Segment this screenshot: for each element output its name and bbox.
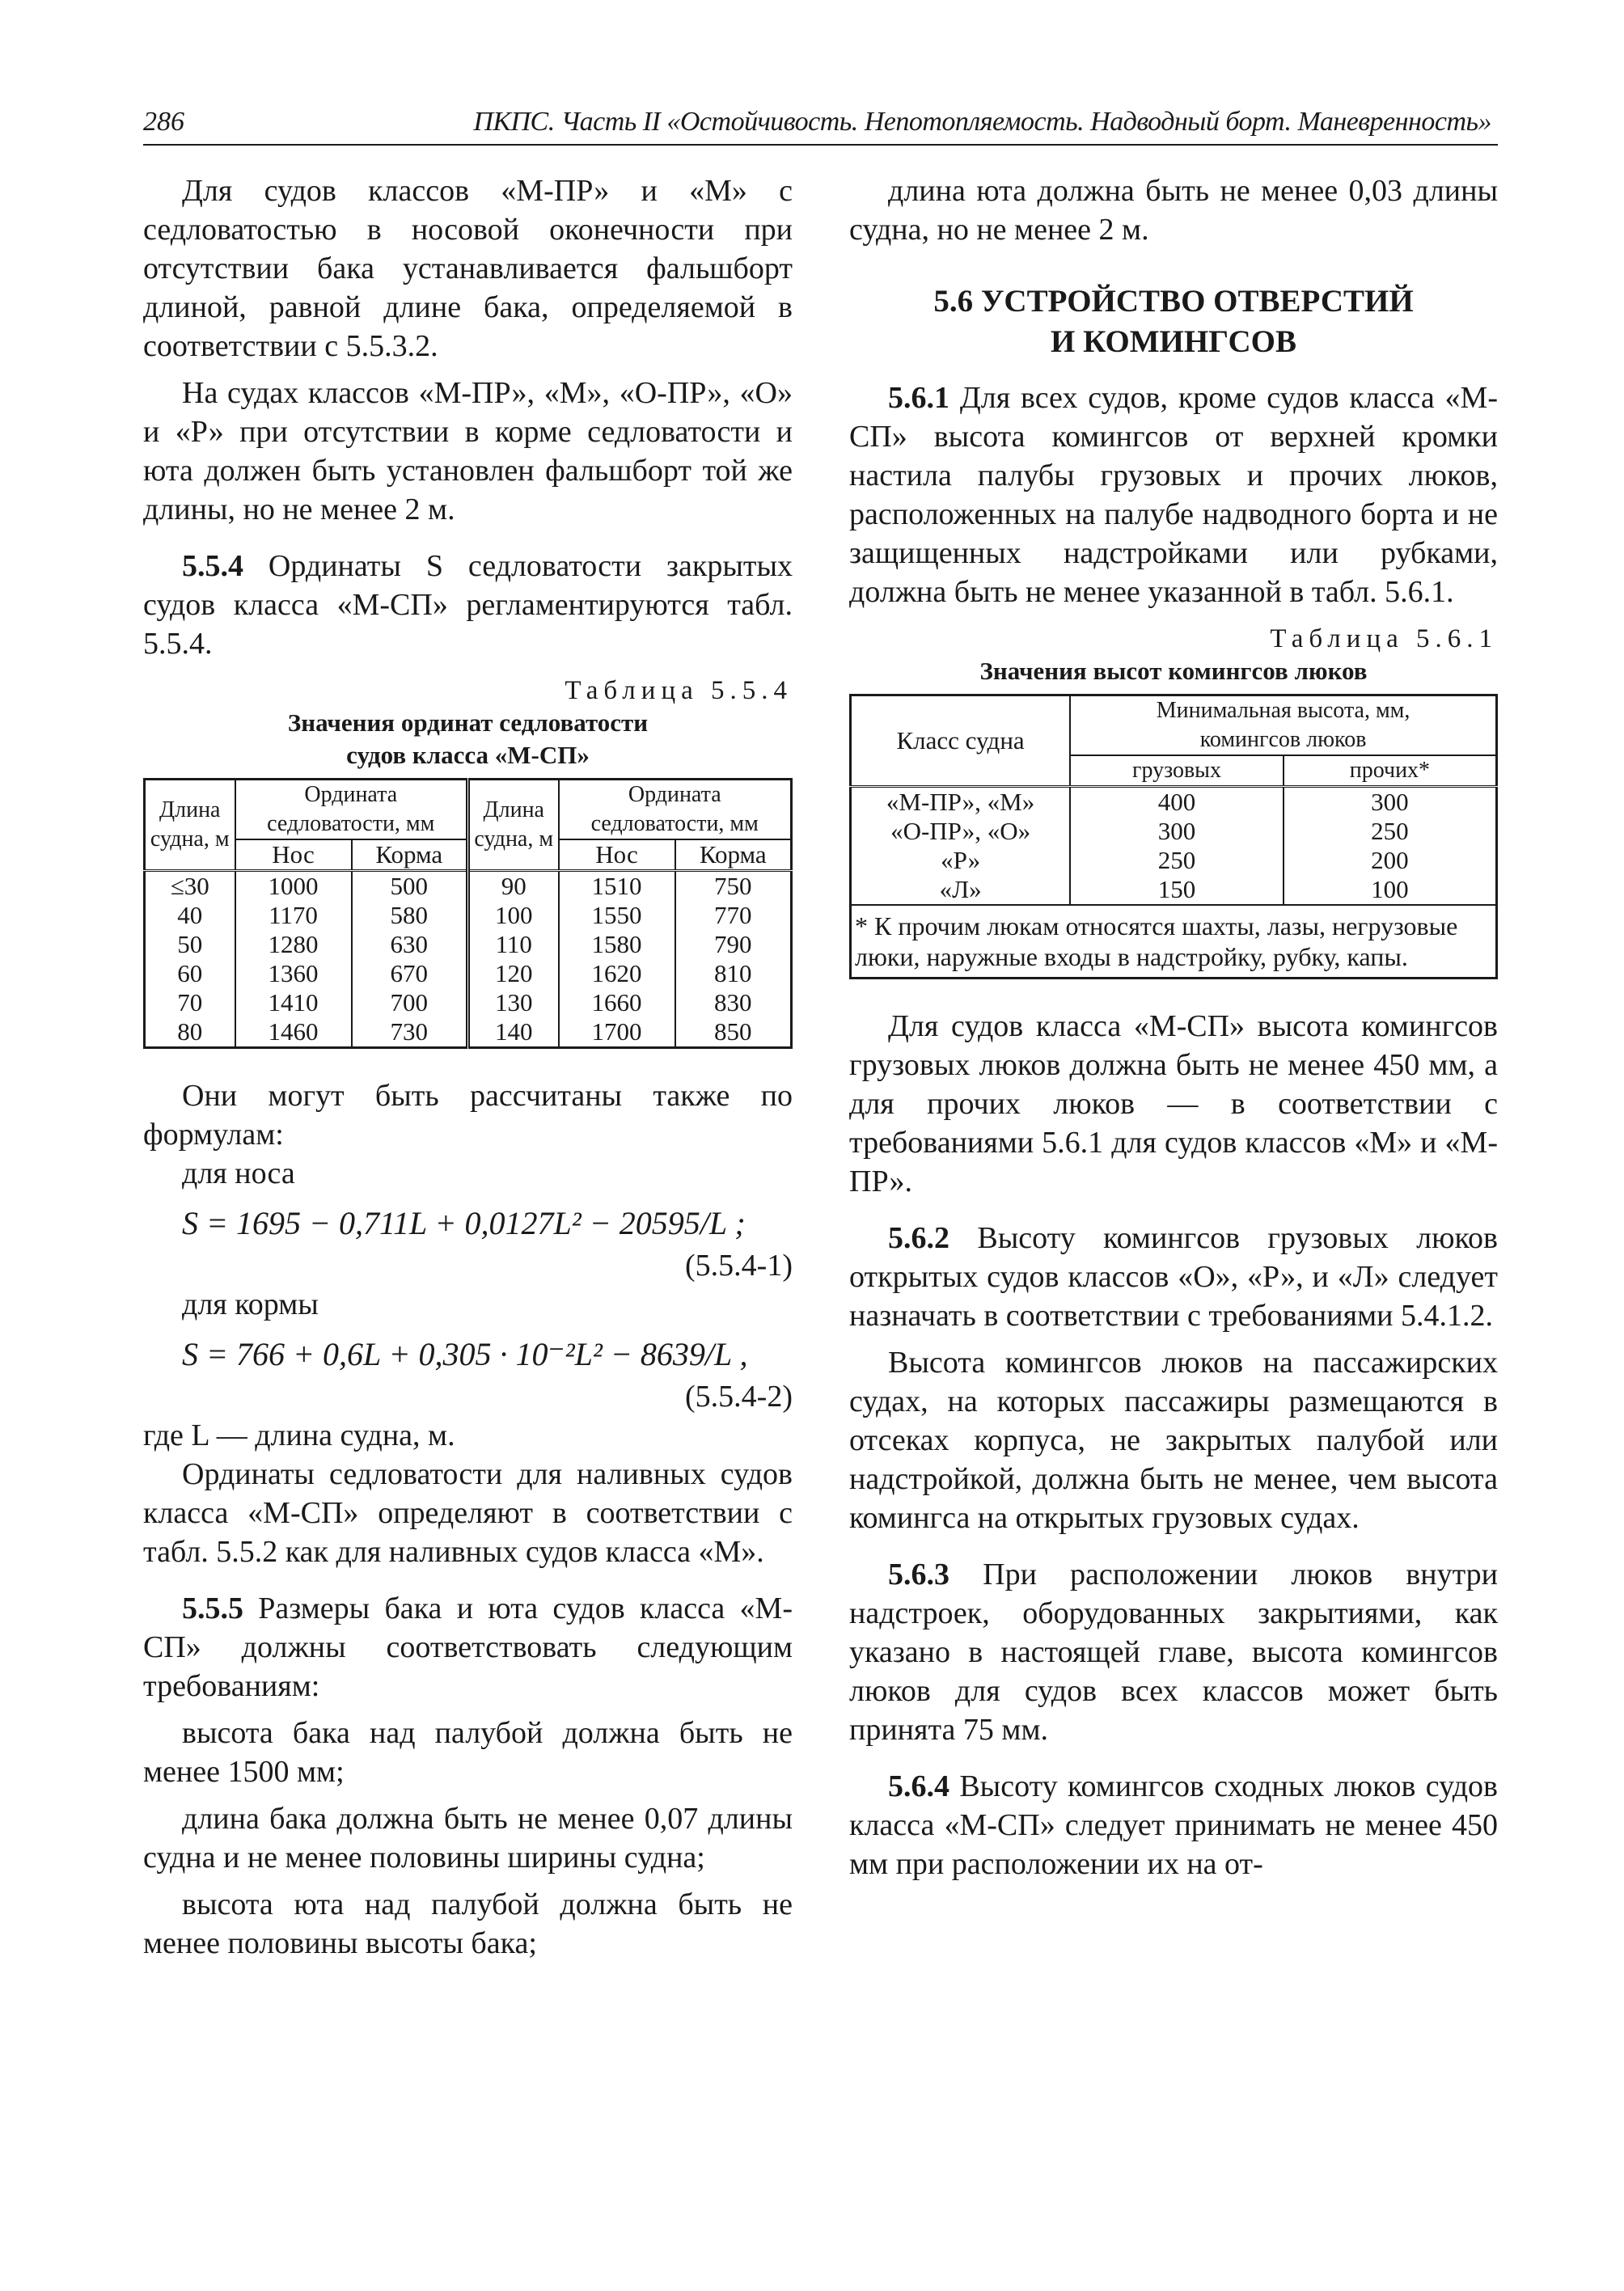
table-row [851,787,1497,818]
table-cell: 630 [352,930,468,959]
column-header-ordinate: Ордината седловатости, мм [559,780,792,840]
table-cell: 830 [675,988,792,1017]
heading-line: 5.6 УСТРОЙСТВО ОТВЕРСТИЙ [933,284,1414,319]
requirement-item: длина юта должна быть не менее 0,03 длины судна, но не менее 2 м. [849,174,1498,247]
table-note: * К прочим люкам относятся шахты, лазы, негрузовые люки, наружные входы в надстройку, рубку, капы. [851,905,1497,979]
requirement-item: высота бака над палубой должна быть не менее 1500 мм; [143,1716,793,1789]
table-cell: 750 [675,871,792,902]
table-cell: 50 [145,930,235,959]
paragraph: Высота комингсов люков на пассажирских судах, на которых пассажиры размещаются в отсеках корпуса, не закрытых палубой или надстройкой, должна быть не менее, чем высота комингса на открытых грузовых судах. [849,1346,1498,1535]
heading-line: И КОМИНГСОВ [1050,324,1297,359]
section-text: Размеры бака и юта судов класса «М-СП» должны соответствовать следующим требованиям: [143,1591,793,1703]
formula-label: для носа [182,1156,295,1190]
paragraph: Они могут быть рассчитаны также по формулам: [143,1079,793,1152]
table-cell: 1360 [235,959,352,988]
table-cell: 70 [145,988,235,1017]
paragraph: На судах классов «М-ПР», «М», «О-ПР», «О» и «Р» при отсутствии в корме седловатости и юта должен быть установлен фальшборт той же длины, но не менее 2 м. [143,376,793,526]
header-line: Минимальная высота, мм, [1156,698,1410,723]
header-line: комингсов люков [1199,727,1367,752]
table-cell: 1510 [559,871,675,902]
table-cell: 100 [1284,875,1497,905]
formula-label: для кормы [182,1287,319,1321]
table-cell: 700 [352,988,468,1017]
table-cell: 300 [1284,787,1497,818]
table-cell: 1550 [559,901,675,930]
table-cell: «О-ПР», «О» [851,817,1071,846]
column-header-bow: Нос [559,839,675,871]
section-5-6-4 [849,1767,1498,1883]
page-number: 286 [143,107,184,137]
column-header-class: Класс судна [851,695,1071,787]
table-cell: 790 [675,930,792,959]
column-header-cargo: грузовых [1070,755,1284,787]
table-cell: «Р» [851,846,1071,875]
table-label: Таблица 5.6.1 [1270,624,1498,653]
table-cell: 850 [675,1017,792,1048]
table-cell: «М-ПР», «М» [851,787,1071,818]
section-5-6-3 [849,1555,1498,1749]
table-row [851,875,1497,905]
paragraph: Ординаты седловатости для наливных судов класса «М-СП» определяют в соответствии с табл. 5.5.2 как для наливных судов класса «М». [143,1457,793,1569]
table-cell: ≤30 [145,871,235,902]
table-cell: 250 [1070,846,1284,875]
column-header-stern: Корма [675,839,792,871]
table-row [145,988,792,1017]
paragraph: Для судов класса «М-СП» высота комингсов грузовых люков должна быть не менее 450 мм, а для прочих люков — в соответствии с требованиями 5.6.1 для судов классов «М» и «М-ПР». [849,1009,1498,1198]
requirement-item: длина бака должна быть не менее 0,07 длины судна и не менее половины ширины судна; [143,1802,793,1875]
section-text: Высоту комингсов сходных люков судов класса «М-СП» следует принимать не менее 450 мм при расположении их на от- [849,1769,1498,1881]
section-heading [849,281,1498,362]
column-header-length: Длина судна, м [145,780,235,871]
table-5-6-1 [849,694,1498,979]
table-cell: 1620 [559,959,675,988]
equation-number: (5.5.4-1) [685,1249,793,1283]
section-5-5-4 [143,547,793,663]
table-cell: 1000 [235,871,352,902]
table-row [145,901,792,930]
table-cell: 40 [145,901,235,930]
section-number: 5.6.3 [888,1558,949,1591]
table-cell: 810 [675,959,792,988]
section-number: 5.6.1 [888,381,949,415]
section-number: 5.5.4 [182,549,243,583]
table-cell: 1410 [235,988,352,1017]
table-cell: 300 [1070,817,1284,846]
formula-stern: S = 766 + 0,6L + 0,305 · 10⁻²L² − 8639/L , [182,1336,748,1372]
table-row [851,817,1497,846]
paragraph: Для судов классов «М-ПР» и «М» с седловатостью в носовой оконечности при отсутствии бака устанавливается фальшборт длиной, равной длине бака, определяемой в соответствии с 5.5.3.2. [143,174,793,363]
column-header-bow: Нос [235,839,352,871]
column-header-min-height [1070,695,1496,756]
running-title: ПКПС. Часть II «Остойчивость. Непотопляемость. Надводный борт. Маневренность» [473,107,1491,137]
table-caption-line: Значения ординат седловатости [287,708,649,737]
page-header [143,104,1498,146]
section-number: 5.6.4 [888,1769,949,1803]
table-note-row [851,905,1497,979]
table-cell: 120 [468,959,559,988]
section-5-6-2 [849,1219,1498,1335]
table-caption-line: судов класса «М-СП» [346,741,590,769]
column-header-ordinate: Ордината седловатости, мм [235,780,468,840]
column-header-length: Длина судна, м [468,780,559,871]
table-row [851,846,1497,875]
table-cell: 100 [468,901,559,930]
table-cell: 60 [145,959,235,988]
section-text: При расположении люков внутри надстроек, оборудованных закрытиями, как указано в настоящей главе, высота комингсов люков для судов всех классов может быть принята 75 мм. [849,1558,1498,1747]
table-cell: 1660 [559,988,675,1017]
table-cell: 1280 [235,930,352,959]
table-cell: 670 [352,959,468,988]
table-cell: 580 [352,901,468,930]
table-row [145,959,792,988]
table-5-5-4 [143,778,793,1049]
table-cell: 500 [352,871,468,902]
table-caption: Значения высот комингсов люков [979,657,1368,685]
requirement-item: высота юта над палубой должна быть не менее половины высоты бака; [143,1887,793,1960]
table-cell: 150 [1070,875,1284,905]
section-5-5-5 [143,1589,793,1706]
table-cell: 1170 [235,901,352,930]
left-column [143,171,793,1963]
table-cell: 140 [468,1017,559,1048]
table-cell: 90 [468,871,559,902]
equation-number: (5.5.4-2) [685,1380,793,1414]
table-cell: 130 [468,988,559,1017]
table-row [145,871,792,902]
table-cell: «Л» [851,875,1071,905]
table-cell: 250 [1284,817,1497,846]
column-header-stern: Корма [352,839,468,871]
table-label: Таблица 5.5.4 [565,676,793,705]
table-cell: 110 [468,930,559,959]
section-number: 5.5.5 [182,1591,243,1625]
table-row [145,930,792,959]
section-text: Ординаты S седловатости закрытых судов класса «М-СП» регламентируются табл. 5.5.4. [143,549,793,661]
column-header-other: прочих* [1284,755,1497,787]
table-cell: 1460 [235,1017,352,1048]
table-cell: 1700 [559,1017,675,1048]
formula-bow: S = 1695 − 0,711L + 0,0127L² − 20595/L ; [182,1205,746,1241]
right-column [849,171,1498,1883]
paragraph: где L — длина судна, м. [143,1418,455,1452]
table-cell: 400 [1070,787,1284,818]
table-cell: 200 [1284,846,1497,875]
table-cell: 1580 [559,930,675,959]
section-text: Высоту комингсов грузовых люков открытых судов классов «О», «Р», и «Л» следует назначать в соответствии с требованиями 5.4.1.2. [849,1221,1498,1333]
section-text: Для всех судов, кроме судов класса «М-СП» высота комингсов от верхней кромки настила палубы грузовых и прочих люков, расположенных на палубе надводного борта и не защищенных надстройками или рубками, должна быть не менее указанной в табл. 5.6.1. [849,381,1498,609]
table-cell: 80 [145,1017,235,1048]
section-number: 5.6.2 [888,1221,949,1255]
table-cell: 770 [675,901,792,930]
table-row [145,1017,792,1048]
section-5-6-1 [849,378,1498,611]
table-cell: 730 [352,1017,468,1048]
